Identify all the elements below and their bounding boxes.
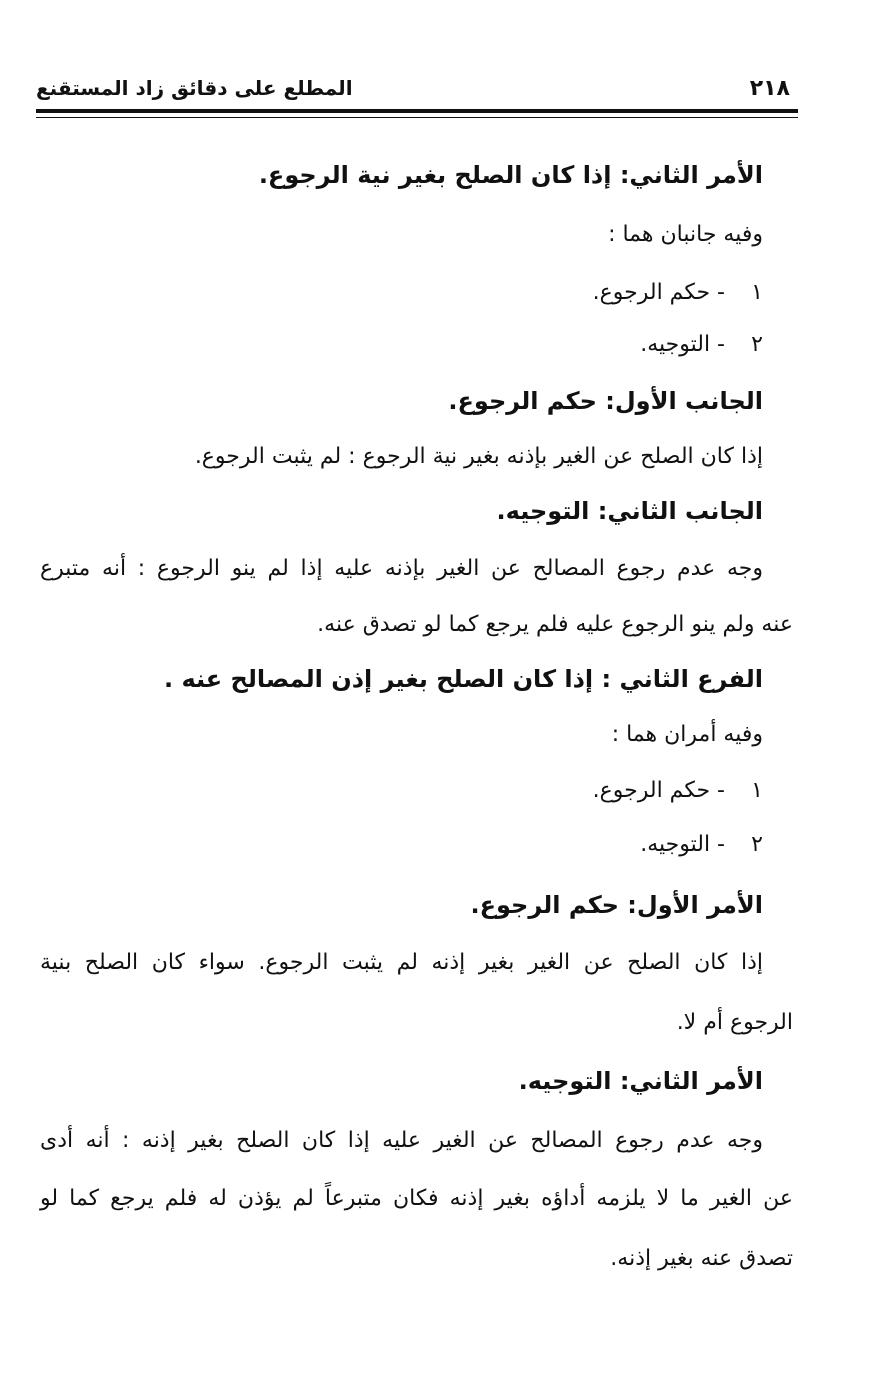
list-text: - حكم الرجوع.	[592, 778, 725, 803]
header-rule-thin	[36, 117, 798, 118]
page-number: ٢١٨	[749, 76, 790, 101]
paragraph-line: عنه ولم ينو الرجوع عليه فلم يرجع كما لو تصدق عنه.	[317, 612, 793, 637]
heading-second-side: الجانب الثاني: التوجيه.	[496, 497, 763, 525]
list-item	[80, 776, 763, 806]
paragraph-line: إذا كان الصلح عن الغير بإذنه بغير نية الرجوع : لم يثبت الرجوع.	[194, 444, 763, 469]
heading-first-side: الجانب الأول: حكم الرجوع.	[448, 387, 763, 415]
list-number: ٢	[751, 832, 763, 857]
paragraph-line: وجه عدم رجوع المصالح عن الغير بإذنه عليه إذا لم ينو الرجوع : أنه متبرع	[40, 556, 763, 581]
paragraph-line: تصدق عنه بغير إذنه.	[610, 1246, 793, 1271]
heading-second-branch: الفرع الثاني : إذا كان الصلح بغير إذن المصالح عنه .	[163, 665, 763, 693]
paragraph-line: وجه عدم رجوع المصالح عن الغير عليه إذا كان الصلح بغير إذنه : أنه أدى	[40, 1128, 763, 1153]
header-rule-thick	[36, 109, 798, 113]
paragraph-line: عن الغير ما لا يلزمه أداؤه بغير إذنه فكان متبرعاً لم يؤذن له فلم يرجع كما لو	[40, 1186, 793, 1211]
list-item	[80, 830, 763, 860]
list-number: ١	[751, 280, 763, 305]
running-title: المطلع على دقائق زاد المستقنع	[36, 76, 353, 100]
page-header	[36, 76, 798, 104]
list-text: - حكم الرجوع.	[592, 280, 725, 305]
list-item	[80, 330, 763, 360]
list-item	[80, 278, 763, 308]
list-number: ٢	[751, 332, 763, 357]
list-number: ١	[751, 778, 763, 803]
heading-first-matter: الأمر الأول: حكم الرجوع.	[470, 891, 763, 919]
list-text: - التوجيه.	[640, 832, 725, 857]
intro-two-sides: وفيه جانبان هما :	[608, 222, 763, 247]
list-text: - التوجيه.	[640, 332, 725, 357]
intro-two-matters: وفيه أمران هما :	[611, 722, 763, 747]
paragraph-line: إذا كان الصلح عن الغير بغير إذنه لم يثبت الرجوع. سواء كان الصلح بنية	[40, 950, 763, 975]
paragraph-line: الرجوع أم لا.	[676, 1010, 793, 1035]
heading-second-matter: الأمر الثاني: إذا كان الصلح بغير نية الرجوع.	[258, 161, 763, 189]
heading-second-matter-2: الأمر الثاني: التوجيه.	[518, 1067, 763, 1095]
